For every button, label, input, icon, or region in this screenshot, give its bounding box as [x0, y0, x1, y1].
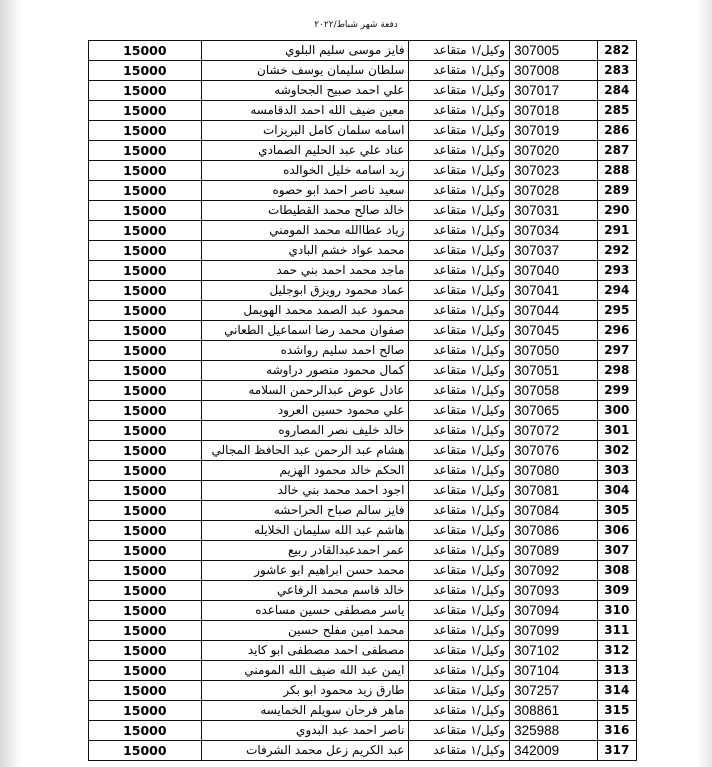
id-number-cell: 307031	[510, 201, 598, 221]
sequence-cell: 284	[597, 81, 636, 101]
amount-cell: 15000	[89, 181, 202, 201]
rank-cell: وكيل/١ متقاعد	[409, 101, 510, 121]
name-cell: سعيد ناصر احمد ابو حصوه	[201, 181, 409, 201]
amount-cell: 15000	[89, 401, 202, 421]
id-number-cell: 307080	[510, 461, 598, 481]
name-cell: ايمن عبد الله ضيف الله المومني	[201, 661, 409, 681]
page-edge	[698, 0, 712, 767]
sequence-cell: 307	[597, 541, 636, 561]
table-row	[89, 481, 637, 501]
rank-cell: وكيل/١ متقاعد	[409, 661, 510, 681]
name-cell: الحكم خالد محمود الهزيم	[201, 461, 409, 481]
amount-cell: 15000	[89, 201, 202, 221]
name-cell: عمر احمدعبدالقادر ربيع	[201, 541, 409, 561]
amount-cell: 15000	[89, 561, 202, 581]
table-row	[89, 661, 637, 681]
id-number-cell: 307084	[510, 501, 598, 521]
id-number-cell: 307058	[510, 381, 598, 401]
name-cell: معين ضيف الله احمد الدقامسه	[201, 101, 409, 121]
amount-cell: 15000	[89, 241, 202, 261]
sequence-cell: 305	[597, 501, 636, 521]
sequence-cell: 300	[597, 401, 636, 421]
table-row	[89, 61, 637, 81]
id-number-cell: 307065	[510, 401, 598, 421]
table-row	[89, 701, 637, 721]
name-cell: عادل عوض عبدالرحمن السلامه	[201, 381, 409, 401]
table-row	[89, 641, 637, 661]
sequence-cell: 296	[597, 321, 636, 341]
name-cell: علي احمد صبيح الجحاوشه	[201, 81, 409, 101]
amount-cell: 15000	[89, 601, 202, 621]
sequence-cell: 298	[597, 361, 636, 381]
sequence-cell: 302	[597, 441, 636, 461]
table-row	[89, 621, 637, 641]
id-number-cell: 342009	[510, 741, 598, 761]
id-number-cell: 307102	[510, 641, 598, 661]
sequence-cell: 301	[597, 421, 636, 441]
rank-cell: وكيل/١ متقاعد	[409, 281, 510, 301]
rank-cell: وكيل/١ متقاعد	[409, 361, 510, 381]
table-row	[89, 361, 637, 381]
payroll-table	[88, 40, 637, 761]
amount-cell: 15000	[89, 421, 202, 441]
name-cell: محمد امين مفلح حسين	[201, 621, 409, 641]
name-cell: هاشم عبد الله سليمان الخلايله	[201, 521, 409, 541]
name-cell: فايز موسى سليم البلوي	[201, 41, 409, 61]
rank-cell: وكيل/١ متقاعد	[409, 121, 510, 141]
amount-cell: 15000	[89, 81, 202, 101]
amount-cell: 15000	[89, 741, 202, 761]
table-row	[89, 321, 637, 341]
id-number-cell: 307050	[510, 341, 598, 361]
table-row	[89, 381, 637, 401]
page-title: دفعة شهر شباط/٢٠٢٢	[314, 20, 398, 30]
rank-cell: وكيل/١ متقاعد	[409, 81, 510, 101]
id-number-cell: 307037	[510, 241, 598, 261]
amount-cell: 15000	[89, 221, 202, 241]
sequence-cell: 308	[597, 561, 636, 581]
amount-cell: 15000	[89, 481, 202, 501]
amount-cell: 15000	[89, 521, 202, 541]
amount-cell: 15000	[89, 641, 202, 661]
id-number-cell: 307017	[510, 81, 598, 101]
id-number-cell: 307093	[510, 581, 598, 601]
id-number-cell: 308861	[510, 701, 598, 721]
amount-cell: 15000	[89, 341, 202, 361]
rank-cell: وكيل/١ متقاعد	[409, 381, 510, 401]
rank-cell: وكيل/١ متقاعد	[409, 261, 510, 281]
amount-cell: 15000	[89, 161, 202, 181]
sequence-cell: 303	[597, 461, 636, 481]
name-cell: اسامه سلمان كامل البريزات	[201, 121, 409, 141]
name-cell: محمود عبد الصمد محمد الهويمل	[201, 301, 409, 321]
amount-cell: 15000	[89, 141, 202, 161]
name-cell: زياد عطاالله محمد المومني	[201, 221, 409, 241]
rank-cell: وكيل/١ متقاعد	[409, 681, 510, 701]
id-number-cell: 307008	[510, 61, 598, 81]
rank-cell: وكيل/١ متقاعد	[409, 341, 510, 361]
table-row	[89, 461, 637, 481]
table-row	[89, 601, 637, 621]
table-row	[89, 41, 637, 61]
id-number-cell: 307045	[510, 321, 598, 341]
name-cell: عماد محمود رويزق ابوجليل	[201, 281, 409, 301]
name-cell: كمال محمود منصور دراوشه	[201, 361, 409, 381]
id-number-cell: 307044	[510, 301, 598, 321]
name-cell: ياسر مصطفى حسين مساعده	[201, 601, 409, 621]
rank-cell: وكيل/١ متقاعد	[409, 301, 510, 321]
rank-cell: وكيل/١ متقاعد	[409, 441, 510, 461]
id-number-cell: 307089	[510, 541, 598, 561]
rank-cell: وكيل/١ متقاعد	[409, 161, 510, 181]
sequence-cell: 299	[597, 381, 636, 401]
id-number-cell: 307020	[510, 141, 598, 161]
rank-cell: وكيل/١ متقاعد	[409, 421, 510, 441]
rank-cell: وكيل/١ متقاعد	[409, 621, 510, 641]
table-row	[89, 221, 637, 241]
table-row	[89, 281, 637, 301]
table-row	[89, 441, 637, 461]
sequence-cell: 313	[597, 661, 636, 681]
sequence-cell: 315	[597, 701, 636, 721]
id-number-cell: 307051	[510, 361, 598, 381]
table-row	[89, 421, 637, 441]
name-cell: خالد قاسم محمد الرفاعي	[201, 581, 409, 601]
sequence-cell: 286	[597, 121, 636, 141]
sequence-cell: 294	[597, 281, 636, 301]
amount-cell: 15000	[89, 321, 202, 341]
amount-cell: 15000	[89, 501, 202, 521]
rank-cell: وكيل/١ متقاعد	[409, 721, 510, 741]
table-row	[89, 81, 637, 101]
sequence-cell: 317	[597, 741, 636, 761]
rank-cell: وكيل/١ متقاعد	[409, 41, 510, 61]
sequence-cell: 309	[597, 581, 636, 601]
name-cell: عناد علي عبد الحليم الصمادي	[201, 141, 409, 161]
table-row	[89, 101, 637, 121]
id-number-cell: 307019	[510, 121, 598, 141]
rank-cell: وكيل/١ متقاعد	[409, 461, 510, 481]
amount-cell: 15000	[89, 441, 202, 461]
table-row	[89, 561, 637, 581]
table-row	[89, 581, 637, 601]
id-number-cell: 307005	[510, 41, 598, 61]
name-cell: مصطفى احمد مصطفى ابو كايد	[201, 641, 409, 661]
name-cell: خالد صالح محمد القطيطات	[201, 201, 409, 221]
table-row	[89, 141, 637, 161]
id-number-cell: 307092	[510, 561, 598, 581]
name-cell: ناصر احمد عبد البدوي	[201, 721, 409, 741]
sequence-cell: 291	[597, 221, 636, 241]
amount-cell: 15000	[89, 361, 202, 381]
sequence-cell: 316	[597, 721, 636, 741]
table-row	[89, 181, 637, 201]
amount-cell: 15000	[89, 721, 202, 741]
table-row	[89, 241, 637, 261]
rank-cell: وكيل/١ متقاعد	[409, 201, 510, 221]
amount-cell: 15000	[89, 381, 202, 401]
name-cell: محمد عواد خشم البادي	[201, 241, 409, 261]
rank-cell: وكيل/١ متقاعد	[409, 541, 510, 561]
table-row	[89, 261, 637, 281]
sequence-cell: 283	[597, 61, 636, 81]
sequence-cell: 282	[597, 41, 636, 61]
id-number-cell: 307086	[510, 521, 598, 541]
table-row	[89, 721, 637, 741]
id-number-cell: 307040	[510, 261, 598, 281]
rank-cell: وكيل/١ متقاعد	[409, 321, 510, 341]
rank-cell: وكيل/١ متقاعد	[409, 401, 510, 421]
sequence-cell: 312	[597, 641, 636, 661]
id-number-cell: 307023	[510, 161, 598, 181]
rank-cell: وكيل/١ متقاعد	[409, 701, 510, 721]
sequence-cell: 285	[597, 101, 636, 121]
name-cell: علي محمود حسين العرود	[201, 401, 409, 421]
table-row	[89, 541, 637, 561]
rank-cell: وكيل/١ متقاعد	[409, 221, 510, 241]
id-number-cell: 307041	[510, 281, 598, 301]
amount-cell: 15000	[89, 281, 202, 301]
amount-cell: 15000	[89, 61, 202, 81]
id-number-cell: 307104	[510, 661, 598, 681]
table-row	[89, 521, 637, 541]
amount-cell: 15000	[89, 681, 202, 701]
name-cell: سلطان سليمان يوسف خشان	[201, 61, 409, 81]
sequence-cell: 289	[597, 181, 636, 201]
table-row	[89, 161, 637, 181]
id-number-cell: 307072	[510, 421, 598, 441]
table-row	[89, 741, 637, 761]
sequence-cell: 297	[597, 341, 636, 361]
rank-cell: وكيل/١ متقاعد	[409, 141, 510, 161]
amount-cell: 15000	[89, 581, 202, 601]
amount-cell: 15000	[89, 541, 202, 561]
amount-cell: 15000	[89, 461, 202, 481]
id-number-cell: 307076	[510, 441, 598, 461]
sequence-cell: 292	[597, 241, 636, 261]
name-cell: محمد حسن ابراهيم ابو عاشور	[201, 561, 409, 581]
rank-cell: وكيل/١ متقاعد	[409, 641, 510, 661]
rank-cell: وكيل/١ متقاعد	[409, 521, 510, 541]
table-row	[89, 201, 637, 221]
sequence-cell: 306	[597, 521, 636, 541]
name-cell: زيد اسامه خليل الخوالده	[201, 161, 409, 181]
rank-cell: وكيل/١ متقاعد	[409, 61, 510, 81]
sequence-cell: 295	[597, 301, 636, 321]
amount-cell: 15000	[89, 121, 202, 141]
id-number-cell: 307081	[510, 481, 598, 501]
amount-cell: 15000	[89, 661, 202, 681]
name-cell: صفوان محمد رضا اسماعيل الطعاني	[201, 321, 409, 341]
amount-cell: 15000	[89, 101, 202, 121]
sequence-cell: 311	[597, 621, 636, 641]
table-row	[89, 401, 637, 421]
id-number-cell: 307094	[510, 601, 598, 621]
id-number-cell: 307028	[510, 181, 598, 201]
rank-cell: وكيل/١ متقاعد	[409, 581, 510, 601]
rank-cell: وكيل/١ متقاعد	[409, 741, 510, 761]
sequence-cell: 288	[597, 161, 636, 181]
id-number-cell: 307018	[510, 101, 598, 121]
id-number-cell: 307099	[510, 621, 598, 641]
name-cell: صالح احمد سليم رواشده	[201, 341, 409, 361]
rank-cell: وكيل/١ متقاعد	[409, 481, 510, 501]
table-row	[89, 681, 637, 701]
rank-cell: وكيل/١ متقاعد	[409, 241, 510, 261]
name-cell: هشام عبد الرحمن عبد الحافظ المجالي	[201, 441, 409, 461]
amount-cell: 15000	[89, 41, 202, 61]
name-cell: ماجد محمد احمد بني حمد	[201, 261, 409, 281]
rank-cell: وكيل/١ متقاعد	[409, 601, 510, 621]
rank-cell: وكيل/١ متقاعد	[409, 181, 510, 201]
id-number-cell: 325988	[510, 721, 598, 741]
name-cell: عبد الكريم زعل محمد الشرفات	[201, 741, 409, 761]
sequence-cell: 287	[597, 141, 636, 161]
sequence-cell: 310	[597, 601, 636, 621]
id-number-cell: 307034	[510, 221, 598, 241]
table-row	[89, 501, 637, 521]
sequence-cell: 290	[597, 201, 636, 221]
amount-cell: 15000	[89, 701, 202, 721]
table-row	[89, 121, 637, 141]
sequence-cell: 293	[597, 261, 636, 281]
table-row	[89, 301, 637, 321]
amount-cell: 15000	[89, 301, 202, 321]
sequence-cell: 314	[597, 681, 636, 701]
name-cell: اجود احمد محمد بني خالد	[201, 481, 409, 501]
rank-cell: وكيل/١ متقاعد	[409, 501, 510, 521]
name-cell: ماهر فرحان سويلم الخمايسه	[201, 701, 409, 721]
page-edge-shadow	[0, 0, 22, 767]
name-cell: خالد خليف نصر المصاروه	[201, 421, 409, 441]
name-cell: فايز سالم صباح الحراحشه	[201, 501, 409, 521]
sequence-cell: 304	[597, 481, 636, 501]
amount-cell: 15000	[89, 261, 202, 281]
payroll-rows	[89, 41, 637, 761]
id-number-cell: 307257	[510, 681, 598, 701]
amount-cell: 15000	[89, 621, 202, 641]
rank-cell: وكيل/١ متقاعد	[409, 561, 510, 581]
table-row	[89, 341, 637, 361]
name-cell: طارق زيد محمود ابو بكر	[201, 681, 409, 701]
